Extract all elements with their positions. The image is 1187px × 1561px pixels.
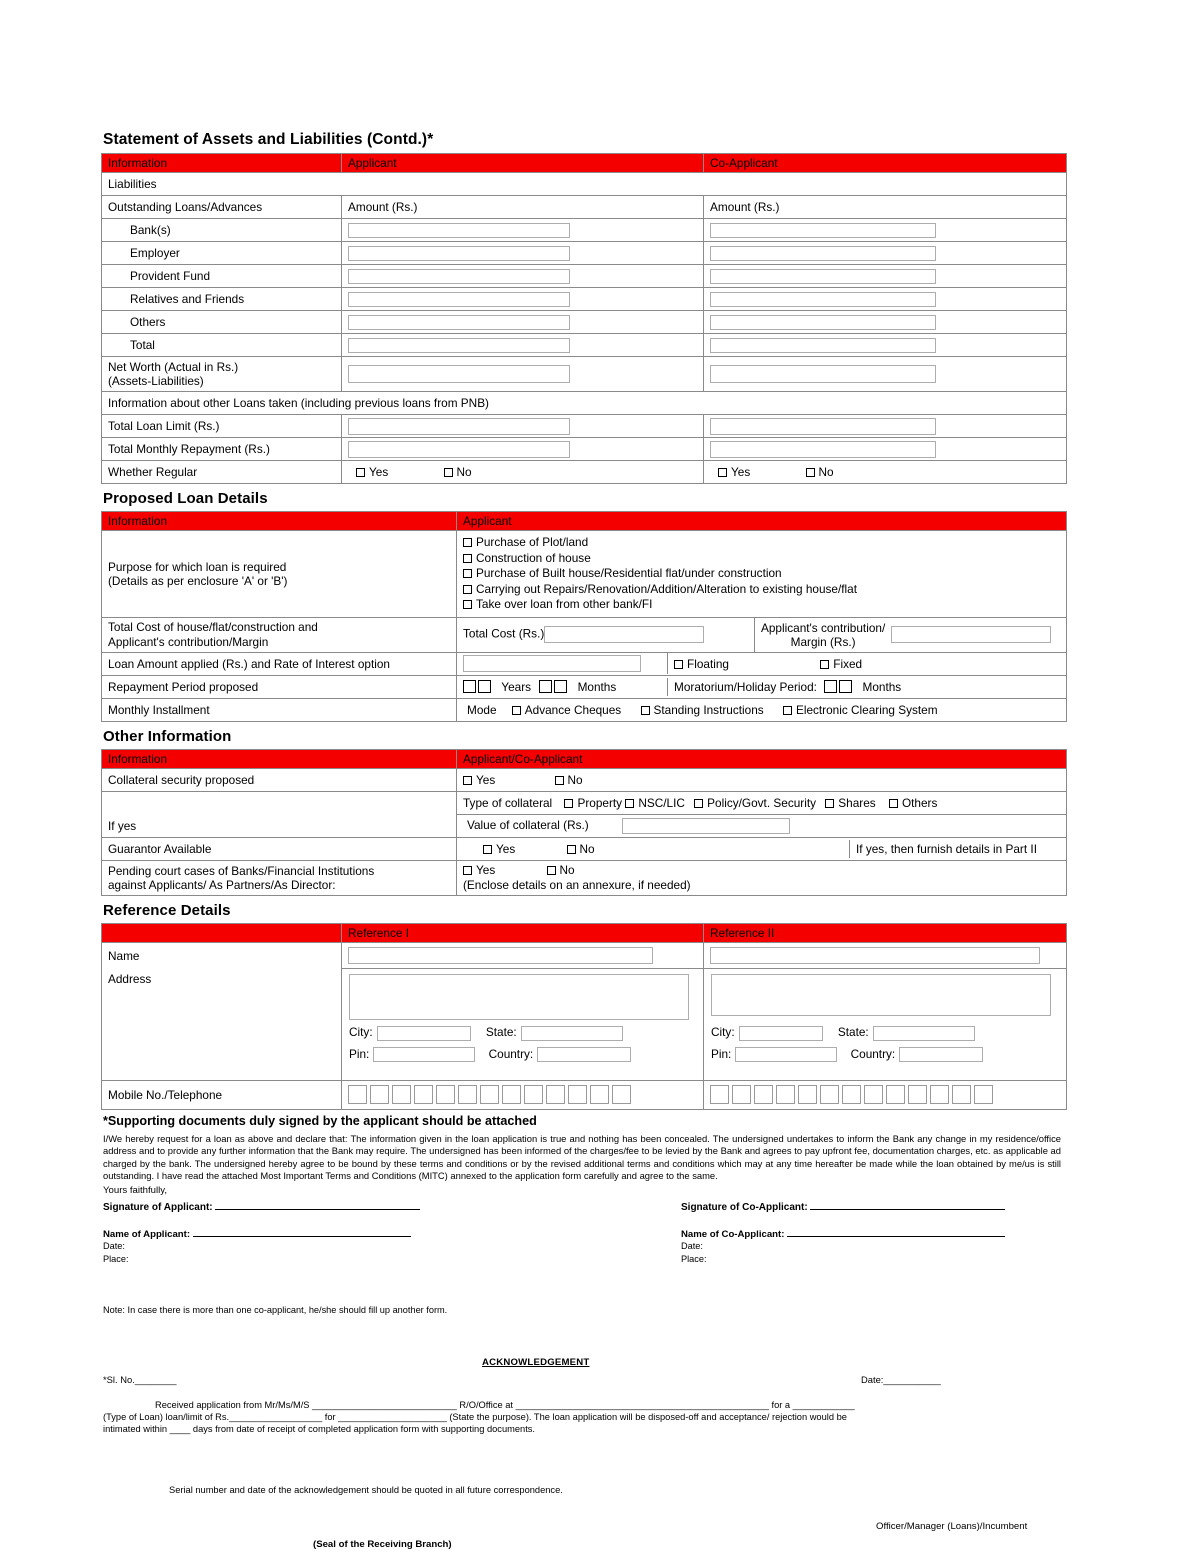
repayment-years-months: Years Months — [457, 678, 668, 696]
pending-yes[interactable]: Yes — [463, 863, 495, 878]
table-header-row — [102, 749, 1067, 768]
cell-net-worth-co-applicant — [704, 357, 1067, 392]
name-applicant-label: Name of Applicant: — [103, 1227, 411, 1240]
table-row-guarantor — [102, 837, 1067, 860]
reference2-city-input[interactable] — [739, 1026, 823, 1041]
row-label-others: Others — [102, 311, 342, 334]
table-row-mobile — [102, 1080, 1067, 1109]
purpose-option-purchase-plot[interactable]: Purchase of Plot/land — [463, 535, 1060, 551]
mode-label: Mode — [467, 702, 497, 717]
relatives-applicant-input[interactable] — [348, 292, 570, 307]
checkbox-icon[interactable] — [555, 776, 564, 785]
reference1-pin-input[interactable] — [373, 1047, 475, 1062]
cell-relatives-co-applicant — [704, 288, 1067, 311]
checkbox-icon[interactable] — [512, 706, 521, 715]
cell-total-applicant — [342, 334, 704, 357]
reference-name-label: Name — [102, 942, 342, 969]
reference1-name-input[interactable] — [348, 947, 653, 964]
total-monthly-repayment-applicant-input[interactable] — [348, 441, 570, 458]
liabilities-label: Liabilities — [102, 173, 1067, 196]
cell-reference1-address — [342, 969, 704, 1081]
cell-net-worth-applicant — [342, 357, 704, 392]
reference2-address-input[interactable] — [711, 974, 1051, 1016]
table-header-row — [102, 154, 1067, 173]
net-worth-label: Net Worth (Actual in Rs.) (Assets-Liabilities) — [102, 357, 342, 392]
reference2-pin-country-row: Pin: Country: — [704, 1041, 1066, 1066]
mode-option-standing-instructions[interactable]: Standing Instructions — [641, 703, 764, 717]
acknowledgement-line-1: Received application from Mr/Ms/M/S ____________________________ R/O/Office at _________________________________________________ for a ____________ — [155, 1399, 855, 1410]
reference2-mobile-digit-4[interactable] — [776, 1085, 795, 1104]
table-header-row — [102, 923, 1067, 942]
checkbox-icon[interactable] — [547, 866, 556, 875]
cell-employer-co-applicant — [704, 242, 1067, 265]
repayment-years-digit-2[interactable] — [478, 680, 491, 693]
net-worth-applicant-input[interactable] — [348, 365, 570, 383]
section-title-proposed-loan: Proposed Loan Details — [103, 490, 268, 507]
total-cost-input[interactable] — [544, 626, 704, 643]
collateral-value-input[interactable] — [622, 818, 790, 834]
collateral-type-others[interactable]: Others — [889, 796, 937, 810]
row-label-total: Total — [102, 334, 342, 357]
table-row-name — [102, 942, 1067, 969]
total-monthly-repayment-label: Total Monthly Repayment (Rs.) — [102, 438, 342, 461]
reference1-country-input[interactable] — [537, 1047, 631, 1062]
reference2-pin-input[interactable] — [735, 1047, 837, 1062]
cell-whether-regular-applicant — [342, 461, 704, 484]
if-yes-label: If yes — [102, 814, 457, 837]
cell-reference2-mobile — [704, 1080, 1067, 1109]
checkbox-icon[interactable] — [463, 569, 472, 578]
reference1-mobile-digit-9[interactable] — [524, 1085, 543, 1104]
cell-total-co-applicant — [704, 334, 1067, 357]
table-row-monthly-installment — [102, 698, 1067, 721]
loan-amount-field — [457, 653, 668, 674]
contribution-label: Applicant's contribution/ Margin (Rs.) — [761, 620, 886, 649]
others-applicant-input[interactable] — [348, 315, 570, 330]
loan-amount-label: Loan Amount applied (Rs.) and Rate of Interest option — [102, 652, 457, 675]
guarantor-options — [457, 837, 1067, 860]
purpose-label: Purpose for which loan is required (Details as per enclosure 'A' or 'B') — [102, 531, 457, 618]
cell-others-applicant — [342, 311, 704, 334]
cell-loan-limit-co-applicant — [704, 415, 1067, 438]
declaration-body: I/We hereby request for a loan as above and declare that: The information given in the loan application is true and nothing has been concealed. The undersigned undertakes to inform the Bank any change in my residence/office address and to provide any further information that the Bank may require. The undersigned has been informed of the charges/fee to be levied by the Bank and agrees to pay upfront fee, documentation charges, etc. as applicable ad charged by the bank. The undersigned hereby agree to be bound by these terms and conditions or by the revised additional terms and conditions which may at any time hereafter be made while the loan obtained by me/us is still outstanding. I have read the attached Most Important Terms and Conditions (MITC) annexed to the application form carefully and agree to the same. — [103, 1132, 1061, 1182]
acknowledgement-title: ACKNOWLEDGEMENT — [482, 1356, 590, 1368]
reference1-pin-country-row: Pin: Country: — [342, 1041, 703, 1066]
reference2-mobile-digit-6[interactable] — [820, 1085, 839, 1104]
repayment-months-digit-2[interactable] — [554, 680, 567, 693]
whether-regular-co-applicant-yes[interactable]: Yes — [718, 465, 750, 479]
reference1-mobile-digit-10[interactable] — [546, 1085, 565, 1104]
other-information-table — [101, 749, 1067, 896]
collateral-type-shares[interactable]: Shares — [825, 796, 875, 810]
total-applicant-input[interactable] — [348, 338, 570, 353]
guarantor-yes[interactable]: Yes — [483, 842, 515, 856]
guarantor-no[interactable]: No — [567, 842, 595, 856]
table-row-collateral-security — [102, 768, 1067, 791]
checkbox-icon[interactable] — [783, 706, 792, 715]
table-row-liabilities — [102, 173, 1067, 196]
reference-address-label: Address — [102, 969, 342, 1081]
reference2-mobile-digit-8[interactable] — [864, 1085, 883, 1104]
place-applicant-label: Place: — [103, 1253, 129, 1264]
cell-banks-co-applicant — [704, 219, 1067, 242]
repayment-months-digit-1[interactable] — [539, 680, 552, 693]
date-applicant-label: Date: — [103, 1240, 125, 1251]
repayment-period-label: Repayment Period proposed — [102, 675, 457, 698]
checkbox-icon[interactable] — [567, 845, 576, 854]
reference2-mobile-digit-13[interactable] — [974, 1085, 993, 1104]
table-row-loan-amount — [102, 652, 1067, 675]
checkbox-icon[interactable] — [625, 799, 634, 808]
checkbox-icon[interactable] — [806, 468, 815, 477]
officer-manager-label: Officer/Manager (Loans)/Incumbent — [876, 1520, 1028, 1532]
column-header-applicant: Applicant — [457, 512, 1067, 531]
reference2-mobile-digit-12[interactable] — [952, 1085, 971, 1104]
interest-option-field — [668, 653, 1067, 674]
mobile-label: Mobile No./Telephone — [102, 1080, 342, 1109]
reference1-mobile-digit-5[interactable] — [436, 1085, 455, 1104]
name-coapplicant-label: Name of Co-Applicant: — [681, 1227, 1005, 1240]
reference2-mobile-digit-3[interactable] — [754, 1085, 773, 1104]
table-row-collateral-type — [102, 791, 1067, 814]
cell-employer-applicant — [342, 242, 704, 265]
row-label-relatives-and-friends: Relatives and Friends — [102, 288, 342, 311]
total-cost-label: Total Cost of house/flat/construction and Applicant's contribution/Margin — [102, 617, 457, 652]
acknowledgement-date[interactable]: Date:___________ — [861, 1373, 941, 1385]
amount-label-applicant: Amount (Rs.) — [342, 196, 704, 219]
reference1-mobile-digit-4[interactable] — [414, 1085, 433, 1104]
footer-block — [101, 1521, 1066, 1561]
reference2-mobile-digit-2[interactable] — [732, 1085, 751, 1104]
collateral-value-field: Value of collateral (Rs.) — [457, 814, 1067, 837]
table-header-row — [102, 512, 1067, 531]
place-coapplicant-label: Place: — [681, 1253, 707, 1264]
mode-option-advance-cheques[interactable]: Advance Cheques — [512, 703, 621, 717]
checkbox-icon[interactable] — [463, 776, 472, 785]
cell-repayment-applicant — [342, 438, 704, 461]
reference2-mobile-digit-11[interactable] — [930, 1085, 949, 1104]
cell-loan-limit-applicant — [342, 415, 704, 438]
table-row-net-worth — [102, 357, 1067, 392]
column-header-information: Information — [102, 512, 457, 531]
collateral-no[interactable]: No — [555, 773, 583, 787]
provident-fund-applicant-input[interactable] — [348, 269, 570, 284]
reference1-mobile-digit-2[interactable] — [370, 1085, 389, 1104]
checkbox-icon[interactable] — [674, 660, 683, 669]
checkbox-icon[interactable] — [825, 799, 834, 808]
checkbox-icon[interactable] — [564, 799, 573, 808]
seal-of-receiving-branch: (Seal of the Receiving Branch) — [313, 1538, 452, 1550]
guarantor-yes-no — [457, 840, 850, 858]
serial-number-note: Serial number and date of the acknowledgement should be quoted in all future correspondence. — [169, 1484, 563, 1495]
moratorium-digit-2[interactable] — [839, 680, 852, 693]
guarantor-label: Guarantor Available — [102, 837, 457, 860]
row-label-provident-fund: Provident Fund — [102, 265, 342, 288]
interest-option-floating[interactable]: Floating — [674, 657, 729, 671]
checkbox-icon[interactable] — [641, 706, 650, 715]
purpose-option-repairs[interactable]: Carrying out Repairs/Renovation/Addition/Alteration to existing house/flat — [463, 582, 1060, 598]
checkbox-icon[interactable] — [889, 799, 898, 808]
acknowledgement-line-2: (Type of Loan) loan/limit of Rs.__________________ for _____________________ (State the purpose). The loan application will be disposed-off and acceptance/ rejection would be — [103, 1411, 847, 1422]
table-row — [102, 219, 1067, 242]
purpose-option-construction[interactable]: Construction of house — [463, 551, 1060, 567]
reference2-country-input[interactable] — [899, 1047, 983, 1062]
table-row — [102, 311, 1067, 334]
yours-faithfully: Yours faithfully, — [103, 1184, 167, 1196]
table-row-total-loan-limit — [102, 415, 1067, 438]
relatives-co-applicant-input[interactable] — [710, 292, 936, 307]
checkbox-icon[interactable] — [483, 845, 492, 854]
table-row-total-cost — [102, 617, 1067, 652]
reference1-mobile-boxes[interactable] — [348, 1085, 697, 1104]
guarantor-note: If yes, then furnish details in Part II — [850, 840, 1067, 858]
checkbox-icon[interactable] — [463, 866, 472, 875]
reference2-state-input[interactable] — [873, 1026, 975, 1041]
reference2-mobile-digit-1[interactable] — [710, 1085, 729, 1104]
total-monthly-repayment-co-applicant-input[interactable] — [710, 441, 936, 458]
employer-co-applicant-input[interactable] — [710, 246, 936, 261]
column-header-co-applicant: Co-Applicant — [704, 154, 1067, 173]
reference1-mobile-digit-7[interactable] — [480, 1085, 499, 1104]
cell-whether-regular-co-applicant — [704, 461, 1067, 484]
contribution-field — [755, 618, 1067, 652]
checkbox-icon[interactable] — [463, 554, 472, 563]
signature-coapplicant-line[interactable] — [810, 1200, 1005, 1210]
pending-note: (Enclose details on an annexure, if needed) — [463, 877, 691, 892]
contribution-input[interactable] — [891, 626, 1051, 643]
reference1-mobile-digit-3[interactable] — [392, 1085, 411, 1104]
checkbox-icon[interactable] — [463, 585, 472, 594]
row-label-banks: Bank(s) — [102, 219, 342, 242]
pending-no[interactable]: No — [547, 863, 575, 878]
collateral-security-options — [457, 768, 1067, 791]
table-row-address — [102, 969, 1067, 1081]
total-cost-field: Total Cost (Rs.) — [457, 618, 755, 652]
reference1-state-input[interactable] — [521, 1026, 623, 1041]
table-row — [102, 242, 1067, 265]
cell-reference2-address — [704, 969, 1067, 1081]
name-applicant-line[interactable] — [193, 1227, 411, 1237]
purpose-option-purchase-built-house[interactable]: Purchase of Built house/Residential flat/under construction — [463, 566, 1060, 582]
table-row-whether-regular — [102, 461, 1067, 484]
co-applicant-note: Note: In case there is more than one co-applicant, he/she should fill up another form. — [103, 1304, 448, 1315]
provident-fund-co-applicant-input[interactable] — [710, 269, 936, 284]
if-yes-spacer — [102, 791, 457, 814]
collateral-type-options: Type of collateral Property NSC/LIC Policy/Govt. Security Shares Others — [457, 791, 1067, 814]
column-header-applicant-co-applicant: Applicant/Co-Applicant — [457, 749, 1067, 768]
table-row-total-monthly-repayment — [102, 438, 1067, 461]
table-row-pending-court-cases — [102, 860, 1067, 895]
table-row — [102, 288, 1067, 311]
others-co-applicant-input[interactable] — [710, 315, 936, 330]
assets-liabilities-table — [101, 153, 1067, 484]
table-row-purpose — [102, 531, 1067, 618]
monthly-installment-label: Monthly Installment — [102, 698, 457, 721]
pending-court-cases-options — [457, 860, 1067, 895]
acknowledgement-line-3: intimated within ____ days from date of receipt of completed application form with supporting documents. — [103, 1424, 536, 1434]
column-header-reference-1: Reference I — [342, 923, 704, 942]
table-row-other-loans-header — [102, 392, 1067, 415]
reference1-mobile-digit-1[interactable] — [348, 1085, 367, 1104]
banks-co-applicant-input[interactable] — [710, 223, 936, 238]
cell-reference1-name — [342, 942, 704, 969]
column-header-applicant: Applicant — [342, 154, 704, 173]
pending-yes-no-row — [463, 863, 1060, 878]
reference2-city-state-row: City: State: — [704, 1016, 1066, 1040]
reference1-address-input[interactable] — [349, 974, 689, 1020]
collateral-type-property[interactable]: Property — [564, 796, 622, 810]
table-row — [102, 334, 1067, 357]
column-header-information: Information — [102, 154, 342, 173]
whether-regular-label: Whether Regular — [102, 461, 342, 484]
loan-amount-input[interactable] — [463, 655, 641, 672]
whether-regular-co-applicant-no[interactable]: No — [806, 465, 834, 479]
signature-applicant-label: Signature of Applicant: — [103, 1200, 420, 1213]
collateral-yes[interactable]: Yes — [463, 773, 495, 787]
checkbox-icon[interactable] — [694, 799, 703, 808]
reference2-name-input[interactable] — [710, 947, 1040, 964]
reference1-mobile-digit-6[interactable] — [458, 1085, 477, 1104]
reference1-city-state-row: City: State: — [342, 1020, 703, 1040]
name-coapplicant-line[interactable] — [787, 1227, 1005, 1237]
acknowledgement-section — [101, 1357, 1066, 1477]
supporting-documents-note: *Supporting documents duly signed by the applicant should be attached — [103, 1113, 537, 1128]
table-row — [102, 265, 1067, 288]
cell-relatives-applicant — [342, 288, 704, 311]
section-title-reference-details: Reference Details — [103, 901, 231, 919]
total-loan-limit-label: Total Loan Limit (Rs.) — [102, 415, 342, 438]
collateral-type-policy-govt-security[interactable]: Policy/Govt. Security — [694, 796, 816, 810]
reference1-mobile-digit-13[interactable] — [612, 1085, 631, 1104]
column-header-reference-2: Reference II — [704, 923, 1067, 942]
monthly-installment-modes — [457, 698, 1067, 721]
repayment-period-inputs — [457, 675, 1067, 698]
banks-applicant-input[interactable] — [348, 223, 570, 238]
table-row-repayment-period — [102, 675, 1067, 698]
reference2-mobile-digit-5[interactable] — [798, 1085, 817, 1104]
whether-regular-applicant-yes[interactable]: Yes — [356, 465, 388, 479]
reference2-mobile-digit-7[interactable] — [842, 1085, 861, 1104]
reference1-mobile-digit-12[interactable] — [590, 1085, 609, 1104]
cell-provident-fund-co-applicant — [704, 265, 1067, 288]
cell-provident-fund-applicant — [342, 265, 704, 288]
moratorium-field: Moratorium/Holiday Period: Months — [668, 678, 1067, 696]
net-worth-co-applicant-input[interactable] — [710, 365, 936, 383]
cell-reference1-mobile — [342, 1080, 704, 1109]
purpose-options — [457, 531, 1067, 618]
total-cost-inputs — [457, 617, 1067, 652]
date-coapplicant-label: Date: — [681, 1240, 703, 1251]
purpose-option-take-over[interactable]: Take over loan from other bank/FI — [463, 597, 1060, 613]
checkbox-icon[interactable] — [463, 538, 472, 547]
amount-label-co-applicant: Amount (Rs.) — [704, 196, 1067, 219]
column-header-blank — [102, 923, 342, 942]
reference2-mobile-digit-10[interactable] — [908, 1085, 927, 1104]
checkbox-icon[interactable] — [718, 468, 727, 477]
total-loan-limit-applicant-input[interactable] — [348, 418, 570, 435]
reference1-address-block — [342, 969, 703, 1020]
repayment-years-digit-1[interactable] — [463, 680, 476, 693]
name-date-place-block — [101, 1227, 1066, 1275]
checkbox-icon[interactable] — [463, 600, 472, 609]
cell-reference2-name — [704, 942, 1067, 969]
acknowledgement-sl-no[interactable]: *Sl. No.________ — [103, 1373, 177, 1385]
reference1-mobile-digit-8[interactable] — [502, 1085, 521, 1104]
reference1-mobile-digit-11[interactable] — [568, 1085, 587, 1104]
signature-applicant-line[interactable] — [215, 1200, 420, 1210]
reference2-mobile-digit-9[interactable] — [886, 1085, 905, 1104]
employer-applicant-input[interactable] — [348, 246, 570, 261]
form-sheet — [101, 131, 1066, 1561]
reference2-address-block — [704, 969, 1066, 1016]
cell-repayment-co-applicant — [704, 438, 1067, 461]
signature-row — [101, 1200, 1066, 1215]
reference2-mobile-boxes[interactable] — [710, 1085, 1060, 1104]
total-loan-limit-co-applicant-input[interactable] — [710, 418, 936, 435]
interest-option-fixed[interactable]: Fixed — [820, 657, 862, 671]
mode-option-electronic-clearing[interactable]: Electronic Clearing System — [783, 703, 938, 717]
row-label-employer: Employer — [102, 242, 342, 265]
acknowledgement-body — [103, 1399, 1061, 1436]
cell-others-co-applicant — [704, 311, 1067, 334]
other-loans-header: Information about other Loans taken (including previous loans from PNB) — [102, 392, 1067, 415]
checkbox-icon[interactable] — [356, 468, 365, 477]
page-title: Statement of Assets and Liabilities (Contd.)* — [103, 131, 434, 148]
total-co-applicant-input[interactable] — [710, 338, 936, 353]
checkbox-icon[interactable] — [820, 660, 829, 669]
whether-regular-applicant-no[interactable]: No — [444, 465, 472, 479]
signature-coapplicant-label: Signature of Co-Applicant: — [681, 1200, 1005, 1213]
reference-details-table — [101, 923, 1067, 1110]
moratorium-digit-1[interactable] — [824, 680, 837, 693]
section-title-other-information: Other Information — [103, 727, 232, 745]
loan-amount-inputs — [457, 652, 1067, 675]
proposed-loan-table — [101, 511, 1067, 722]
pending-court-cases-label: Pending court cases of Banks/Financial Institutions against Applicants/ As Partners/As Director: — [102, 860, 457, 895]
cell-banks-applicant — [342, 219, 704, 242]
column-header-information: Information — [102, 749, 457, 768]
outstanding-loans-label: Outstanding Loans/Advances — [102, 196, 342, 219]
reference1-city-input[interactable] — [377, 1026, 471, 1041]
collateral-security-label: Collateral security proposed — [102, 768, 457, 791]
table-row-collateral-value — [102, 814, 1067, 837]
collateral-type-nsc-lic[interactable]: NSC/LIC — [625, 796, 685, 810]
table-row-outstanding-loans — [102, 196, 1067, 219]
checkbox-icon[interactable] — [444, 468, 453, 477]
